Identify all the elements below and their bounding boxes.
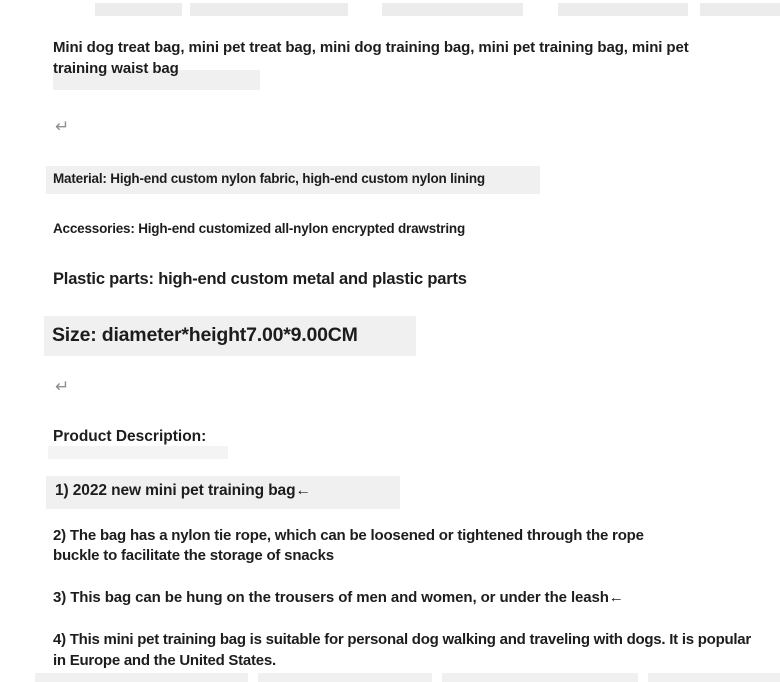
overlay-artifact (48, 446, 228, 459)
product-title: Mini dog treat bag, mini pet treat bag, mini dog training bag, mini pet training bag, mini pet training waist bag (53, 39, 689, 78)
cropped-row-artifact (95, 3, 182, 16)
return-symbol-icon: ↵ (55, 117, 70, 136)
cropped-row-artifact (35, 673, 248, 682)
spec-material: Material: High-end custom nylon fabric, high-end custom nylon lining (53, 171, 485, 186)
spec-plastic-parts: Plastic parts: high-end custom metal and plastic parts (53, 270, 467, 288)
description-item: 2) The bag has a nylon tie rope, which can be loosened or tightened through the rope buckle to facilitate the storage of snacks (53, 527, 644, 564)
description-item: 4) This mini pet training bag is suitable for personal dog walking and traveling with dogs. It is popular in Europe and the United States. (53, 631, 751, 669)
cropped-row-artifact (258, 673, 432, 682)
description-heading: Product Description: (53, 428, 207, 445)
return-symbol-icon: ↵ (55, 377, 70, 396)
cropped-row-artifact (442, 673, 638, 682)
cropped-row-artifact (648, 673, 780, 682)
description-item: 3) This bag can be hung on the trousers of men and women, or under the leash← (53, 589, 624, 606)
description-item: 1) 2022 new mini pet training bag← (55, 482, 311, 499)
cropped-row-artifact (382, 3, 523, 16)
spec-accessories: Accessories: High-end customized all-nylon encrypted drawstring (53, 221, 465, 236)
cropped-row-artifact (190, 3, 348, 16)
spec-size: Size: diameter*height7.00*9.00CM (52, 324, 358, 346)
cropped-row-artifact (558, 3, 688, 16)
cropped-row-artifact (700, 3, 780, 16)
